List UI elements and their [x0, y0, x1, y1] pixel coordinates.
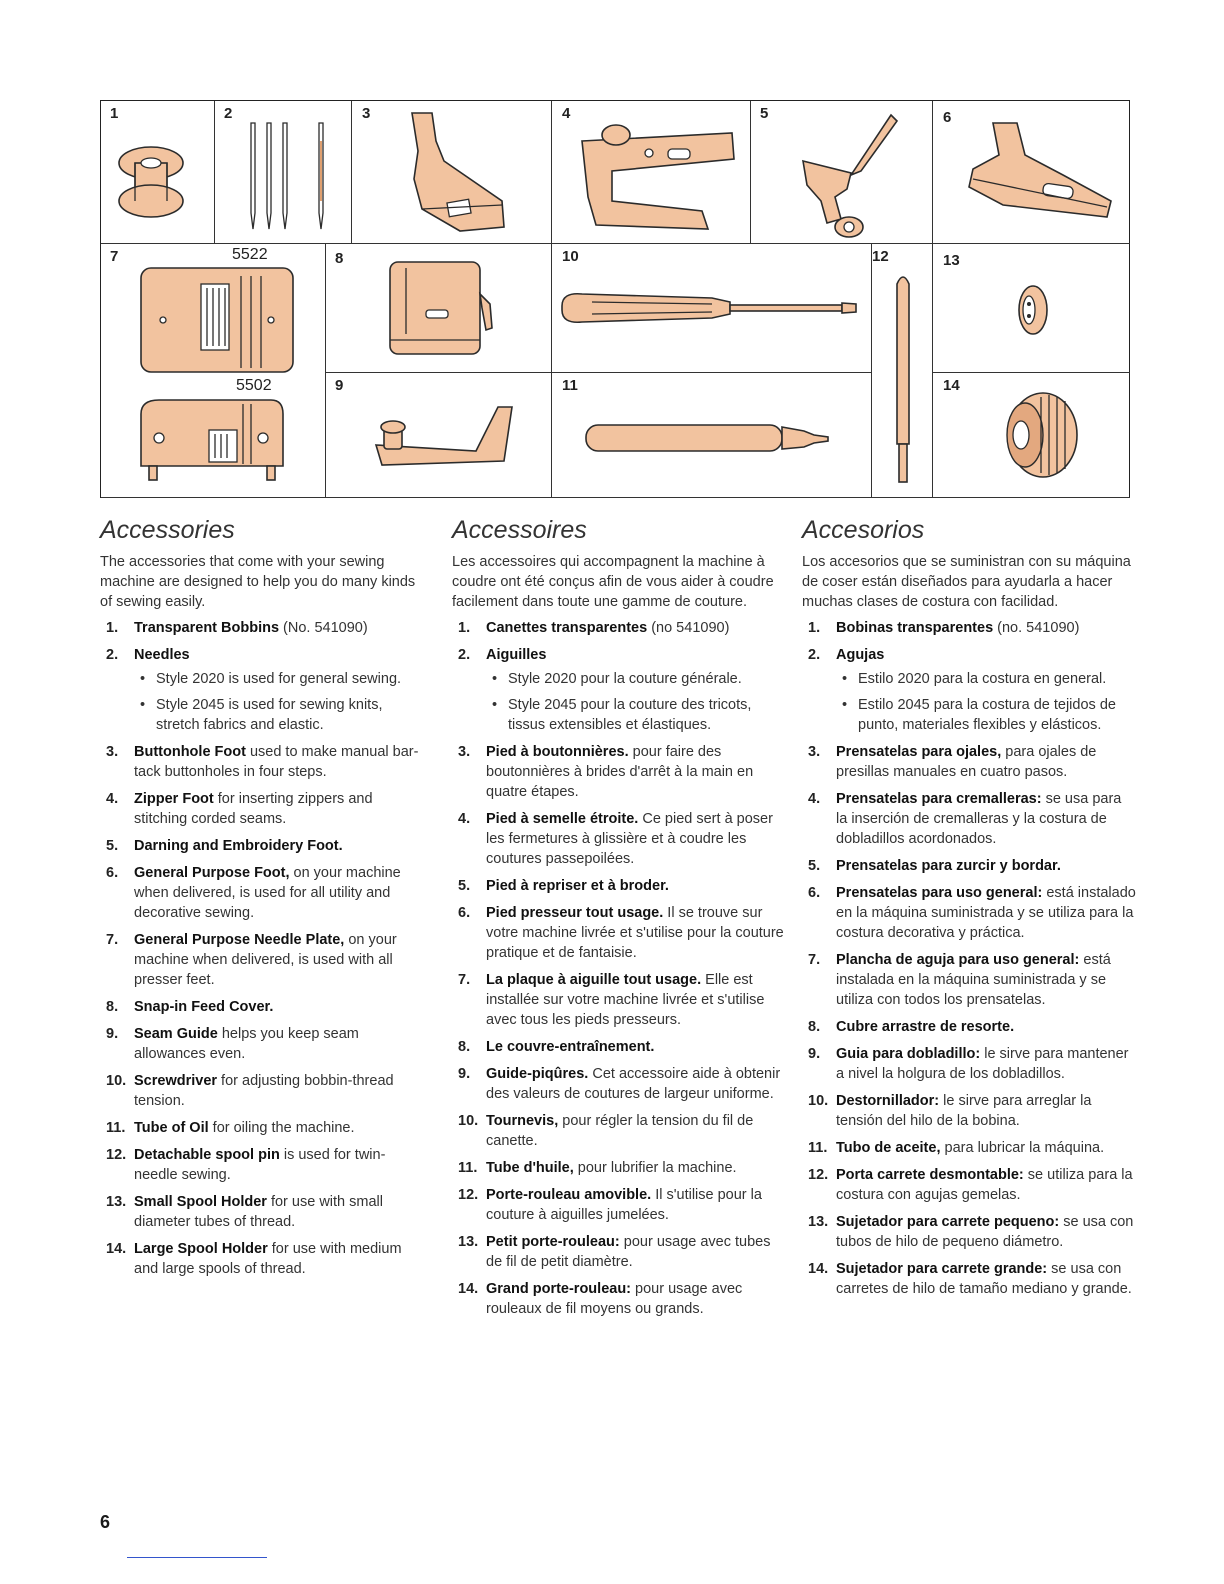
- list-item: [100, 742, 428, 782]
- bullet-item: • Estilo 2020 para la costura en general.: [836, 669, 1136, 689]
- item-text: está instalada en la máquina suministrada y se utiliza con todos los prensatelas.: [836, 952, 1111, 1008]
- figure-cell-8: [326, 244, 552, 373]
- item-number: 4.: [808, 791, 821, 807]
- list-item: [802, 1212, 1136, 1252]
- item-number: 9.: [106, 1026, 119, 1042]
- item-number: 10.: [808, 1093, 829, 1109]
- list-item: [452, 618, 784, 638]
- list-item: [802, 950, 1136, 1010]
- item-title: General Purpose Needle Plate,: [134, 932, 345, 948]
- intro-text: Los accesorios que se suministran con su máquina de coser están diseñados para ayudarla a hacer muchas clases de costura con facilidad.: [802, 554, 1131, 610]
- item-text: pour lubrifier la machine.: [573, 1160, 737, 1176]
- item-title: Pied à boutonnières.: [486, 744, 629, 760]
- item-number: 14.: [106, 1241, 127, 1257]
- item-text: on your machine when delivered, is used with all presser feet.: [134, 932, 397, 988]
- item-number: 7.: [458, 972, 471, 988]
- bullet-item: • Estilo 2045 para la costura de tejidos de punto, materiales flexibles y elásticos.: [836, 695, 1136, 735]
- figure-number: 14: [943, 377, 960, 394]
- item-title: Tubo de aceite,: [836, 1140, 941, 1156]
- needle-bullets: [134, 669, 428, 735]
- figure-cell-10: [552, 244, 872, 373]
- section-heading: Accessories: [100, 516, 235, 544]
- item-text: para lubricar la máquina.: [940, 1140, 1105, 1156]
- figure-cell-2: [215, 101, 352, 244]
- item-number: 2.: [808, 647, 821, 663]
- item-number: 3.: [808, 744, 821, 760]
- feed-cover-icon: [326, 244, 552, 373]
- page-number: 6: [100, 1512, 111, 1532]
- item-title: Large Spool Holder: [134, 1241, 268, 1257]
- item-number: 11.: [458, 1160, 478, 1176]
- list-item: [452, 742, 784, 802]
- item-text: (No. 541090): [279, 620, 368, 636]
- item-title: Needles: [134, 647, 190, 663]
- list-item: [100, 618, 428, 638]
- item-number: 12.: [458, 1187, 479, 1203]
- item-title: Le couvre-entraînement.: [486, 1039, 655, 1055]
- item-number: 14.: [458, 1281, 479, 1297]
- item-number: 14.: [808, 1261, 829, 1277]
- item-text: is used for twin-needle sewing.: [134, 1147, 386, 1183]
- item-title: Prensatelas para uso general:: [836, 885, 1043, 901]
- spanish-column: [802, 516, 1136, 1306]
- list-item: [452, 1185, 784, 1225]
- item-title: Snap-in Feed Cover.: [134, 999, 274, 1015]
- item-number: 2.: [458, 647, 471, 663]
- accessory-list: [802, 618, 1136, 1299]
- intro-text: The accessories that come with your sewing machine are designed to help you do many kinds of sewing easily.: [100, 554, 416, 610]
- bullet-item: • Style 2045 pour la couture des tricots, tissus extensibles et élastiques.: [486, 695, 784, 735]
- item-number: 8.: [106, 999, 119, 1015]
- figure-cell-7: [101, 244, 326, 498]
- item-text: for use with small diameter tubes of thread.: [134, 1194, 383, 1230]
- intro-text: Les accessoires qui accompagnent la machine à coudre ont été conçus afin de vous aider à coudre facilement dans toute une gamme de couture.: [452, 554, 774, 610]
- list-item: [802, 1138, 1136, 1158]
- list-item: [100, 997, 428, 1017]
- list-item: [802, 645, 1136, 735]
- list-item: [100, 836, 428, 856]
- item-text: used to make manual bar-tack buttonholes in four steps.: [134, 744, 419, 780]
- english-column: [100, 516, 428, 1286]
- item-title: Prensatelas para zurcir y bordar.: [836, 858, 1061, 874]
- item-title: Porta carrete desmontable:: [836, 1167, 1024, 1183]
- list-item: [100, 1024, 428, 1064]
- list-item: [802, 789, 1136, 849]
- figure-number: 8: [335, 250, 344, 267]
- needle-bullets: [486, 669, 784, 735]
- item-text: Ce pied sert à poser les fermetures à glissière et à coudre les coutures passepoilées.: [486, 811, 773, 867]
- item-text: le sirve para arreglar la tensión del hilo de la bobina.: [836, 1093, 1092, 1129]
- small-spool-holder-icon: [933, 244, 1130, 373]
- item-title: Prensatelas para cremalleras:: [836, 791, 1042, 807]
- needle-plate-icon: [101, 244, 326, 498]
- figure-cell-9: [326, 373, 552, 498]
- item-title: Small Spool Holder: [134, 1194, 267, 1210]
- item-text: se usa con tubos de hilo de pequeno diámetro.: [836, 1214, 1134, 1250]
- footer-rule: [127, 1557, 267, 1558]
- list-item: [452, 903, 784, 963]
- item-text: Il se trouve sur votre machine livrée et s'utilise pour la couture pratique et de fantaisie.: [486, 905, 784, 961]
- figure-number: 13: [943, 252, 960, 269]
- figure-number: 5: [760, 105, 769, 122]
- item-number: 8.: [458, 1039, 471, 1055]
- figure-number: 2: [224, 105, 233, 122]
- item-text: para ojales de presillas manuales en cuatro pasos.: [836, 744, 1097, 780]
- item-text: (no. 541090): [993, 620, 1080, 636]
- item-text: Elle est installée sur votre machine livrée et s'utilise avec tous les pieds presseurs.: [486, 972, 765, 1028]
- list-item: [100, 789, 428, 829]
- item-text: Cet accessoire aide à obtenir des valeurs de coutures de largeur uniforme.: [486, 1066, 781, 1102]
- item-number: 1.: [106, 620, 119, 636]
- item-text: pour usage avec rouleaux de fil moyens ou grands.: [486, 1281, 743, 1317]
- list-item: [452, 1111, 784, 1151]
- list-item: [802, 742, 1136, 782]
- item-title: Buttonhole Foot: [134, 744, 246, 760]
- item-number: 3.: [106, 744, 119, 760]
- item-title: Plancha de aguja para uso general:: [836, 952, 1080, 968]
- list-item: [452, 970, 784, 1030]
- item-text: helps you keep seam allowances even.: [134, 1026, 359, 1062]
- item-title: Tube d'huile,: [486, 1160, 574, 1176]
- item-text: for oiling the machine.: [208, 1120, 355, 1136]
- item-title: Prensatelas para ojales,: [836, 744, 1002, 760]
- item-title: Aiguilles: [486, 647, 547, 663]
- item-title: Grand porte-rouleau:: [486, 1281, 632, 1297]
- section-heading: Accesorios: [802, 516, 925, 544]
- item-text: Il s'utilise pour la couture à aiguilles jumelées.: [486, 1187, 762, 1223]
- item-number: 2.: [106, 647, 119, 663]
- list-item: [452, 1232, 784, 1272]
- item-title: Darning and Embroidery Foot.: [134, 838, 343, 854]
- item-title: Sujetador para carrete grande:: [836, 1261, 1048, 1277]
- item-title: Tube of Oil: [134, 1120, 209, 1136]
- item-text: pour régler la tension du fil de canette.: [486, 1113, 754, 1149]
- accessory-list: [452, 618, 784, 1319]
- item-title: Pied à repriser et à broder.: [486, 878, 669, 894]
- figure-number: 4: [562, 105, 571, 122]
- figure-number: 6: [943, 109, 952, 126]
- item-text: está instalado en la máquina suministrada y se utiliza para la costura decorativa y práctica.: [836, 885, 1136, 941]
- darning-foot-icon: [751, 101, 933, 244]
- figure-cell-14: [933, 373, 1130, 498]
- figure-number: 11: [562, 377, 578, 394]
- item-number: 9.: [458, 1066, 471, 1082]
- item-number: 4.: [106, 791, 119, 807]
- french-column: [452, 516, 784, 1326]
- item-number: 12.: [808, 1167, 829, 1183]
- large-spool-holder-icon: [933, 373, 1130, 498]
- figure-cell-12: [872, 244, 933, 498]
- item-text: pour faire des boutonnières à brides d'arrêt à la main en quatre étapes.: [486, 744, 754, 800]
- item-title: Detachable spool pin: [134, 1147, 280, 1163]
- item-text: for inserting zippers and stitching corded seams.: [134, 791, 373, 827]
- item-text: on your machine when delivered, is used for all utility and decorative sewing.: [134, 865, 401, 921]
- list-item: [802, 1165, 1136, 1205]
- list-item: [100, 1192, 428, 1232]
- bullet-item: • Style 2020 pour la couture générale.: [486, 669, 784, 689]
- accessories-figure: [100, 100, 1130, 498]
- figure-number: 10: [562, 248, 579, 265]
- list-item: [802, 1044, 1136, 1084]
- list-item: [100, 1118, 428, 1138]
- item-number: 3.: [458, 744, 471, 760]
- item-text: se utiliza para la costura con agujas gemelas.: [836, 1167, 1133, 1203]
- item-number: 7.: [106, 932, 119, 948]
- figure-cell-4: [552, 101, 751, 244]
- spool-pin-icon: [872, 244, 933, 498]
- list-item: [452, 1158, 784, 1178]
- item-title: Destornillador:: [836, 1093, 940, 1109]
- item-title: Tournevis,: [486, 1113, 559, 1129]
- list-item: [802, 883, 1136, 943]
- figure-number: 3: [362, 105, 371, 122]
- item-text: se usa con carretes de hilo de tamaño mediano y grande.: [836, 1261, 1132, 1297]
- item-title: Guia para dobladillo:: [836, 1046, 981, 1062]
- list-item: [452, 1037, 784, 1057]
- item-number: 9.: [808, 1046, 821, 1062]
- item-title: Seam Guide: [134, 1026, 218, 1042]
- list-item: [452, 876, 784, 896]
- bullet-item: • Style 2020 is used for general sewing.: [134, 669, 428, 689]
- item-number: 4.: [458, 811, 471, 827]
- item-title: Zipper Foot: [134, 791, 214, 807]
- list-item: [802, 856, 1136, 876]
- list-item: [802, 618, 1136, 638]
- item-title: La plaque à aiguille tout usage.: [486, 972, 702, 988]
- item-number: 10.: [458, 1113, 479, 1129]
- figure-cell-11: [552, 373, 872, 498]
- item-number: 1.: [458, 620, 471, 636]
- item-title: Cubre arrastre de resorte.: [836, 1019, 1015, 1035]
- list-item: [100, 863, 428, 923]
- figure-number: 9: [335, 377, 344, 394]
- item-title: Screwdriver: [134, 1073, 218, 1089]
- figure-cell-3: [352, 101, 552, 244]
- item-title: Porte-rouleau amovible.: [486, 1187, 652, 1203]
- item-number: 6.: [458, 905, 471, 921]
- oil-tube-icon: [552, 373, 872, 498]
- item-number: 13.: [106, 1194, 127, 1210]
- bullet-item: • Style 2045 is used for sewing knits, stretch fabrics and elastic.: [134, 695, 428, 735]
- item-title: Pied presseur tout usage.: [486, 905, 664, 921]
- list-item: [452, 1279, 784, 1319]
- item-title: Guide-piqûres.: [486, 1066, 589, 1082]
- seam-guide-icon: [326, 373, 552, 498]
- needle-bullets: [836, 669, 1136, 735]
- item-text: se usa para la inserción de cremalleras y la costura de dobladillos acordonados.: [836, 791, 1122, 847]
- item-title: Sujetador para carrete pequeno:: [836, 1214, 1060, 1230]
- item-number: 10.: [106, 1073, 127, 1089]
- item-text: (no 541090): [647, 620, 730, 636]
- buttonhole-foot-icon: [352, 101, 552, 244]
- item-title: Canettes transparentes: [486, 620, 648, 636]
- list-item: [452, 1064, 784, 1104]
- item-number: 5.: [808, 858, 821, 874]
- list-item: [100, 1071, 428, 1111]
- item-title: General Purpose Foot,: [134, 865, 290, 881]
- needle-plate-label: 5522: [232, 246, 268, 263]
- item-text: pour usage avec tubes de fil de petit diamètre.: [486, 1234, 771, 1270]
- list-item: [802, 1259, 1136, 1299]
- list-item: [802, 1017, 1136, 1037]
- screwdriver-icon: [552, 244, 872, 373]
- item-number: 8.: [808, 1019, 821, 1035]
- bobbin-icon: [101, 101, 215, 244]
- list-item: [100, 1239, 428, 1279]
- item-number: 7.: [808, 952, 821, 968]
- item-title: Transparent Bobbins: [134, 620, 280, 636]
- item-text: for use with medium and large spools of thread.: [134, 1241, 402, 1277]
- needles-icon: [215, 101, 352, 244]
- section-heading: Accessoires: [452, 516, 587, 544]
- item-title: Agujas: [836, 647, 885, 663]
- general-purpose-foot-icon: [933, 101, 1130, 244]
- item-number: 6.: [106, 865, 119, 881]
- needle-plate-label: 5502: [236, 377, 272, 394]
- list-item: [100, 930, 428, 990]
- list-item: [100, 1145, 428, 1185]
- item-number: 11.: [106, 1120, 126, 1136]
- item-number: 11.: [808, 1140, 828, 1156]
- figure-cell-6: [933, 101, 1130, 244]
- item-number: 13.: [458, 1234, 479, 1250]
- accessory-list: [100, 618, 428, 1279]
- item-number: 13.: [808, 1214, 829, 1230]
- item-number: 5.: [458, 878, 471, 894]
- list-item: [452, 645, 784, 735]
- item-text: for adjusting bobbin-thread tension.: [134, 1073, 394, 1109]
- item-number: 6.: [808, 885, 821, 901]
- item-number: 12.: [106, 1147, 127, 1163]
- item-title: Petit porte-rouleau:: [486, 1234, 620, 1250]
- figure-number: 7: [110, 248, 119, 265]
- item-title: Pied à semelle étroite.: [486, 811, 639, 827]
- figure-number: 1: [110, 105, 119, 122]
- item-text: le sirve para mantener a nivel la holgura de los dobladillos.: [836, 1046, 1129, 1082]
- zipper-foot-icon: [552, 101, 751, 244]
- figure-cell-1: [101, 101, 215, 244]
- item-number: 1.: [808, 620, 821, 636]
- item-number: 5.: [106, 838, 119, 854]
- list-item: [452, 809, 784, 869]
- figure-number: 12: [872, 248, 889, 265]
- figure-cell-13: [933, 244, 1130, 373]
- list-item: [802, 1091, 1136, 1131]
- item-title: Bobinas transparentes: [836, 620, 994, 636]
- list-item: [100, 645, 428, 735]
- figure-cell-5: [751, 101, 933, 244]
